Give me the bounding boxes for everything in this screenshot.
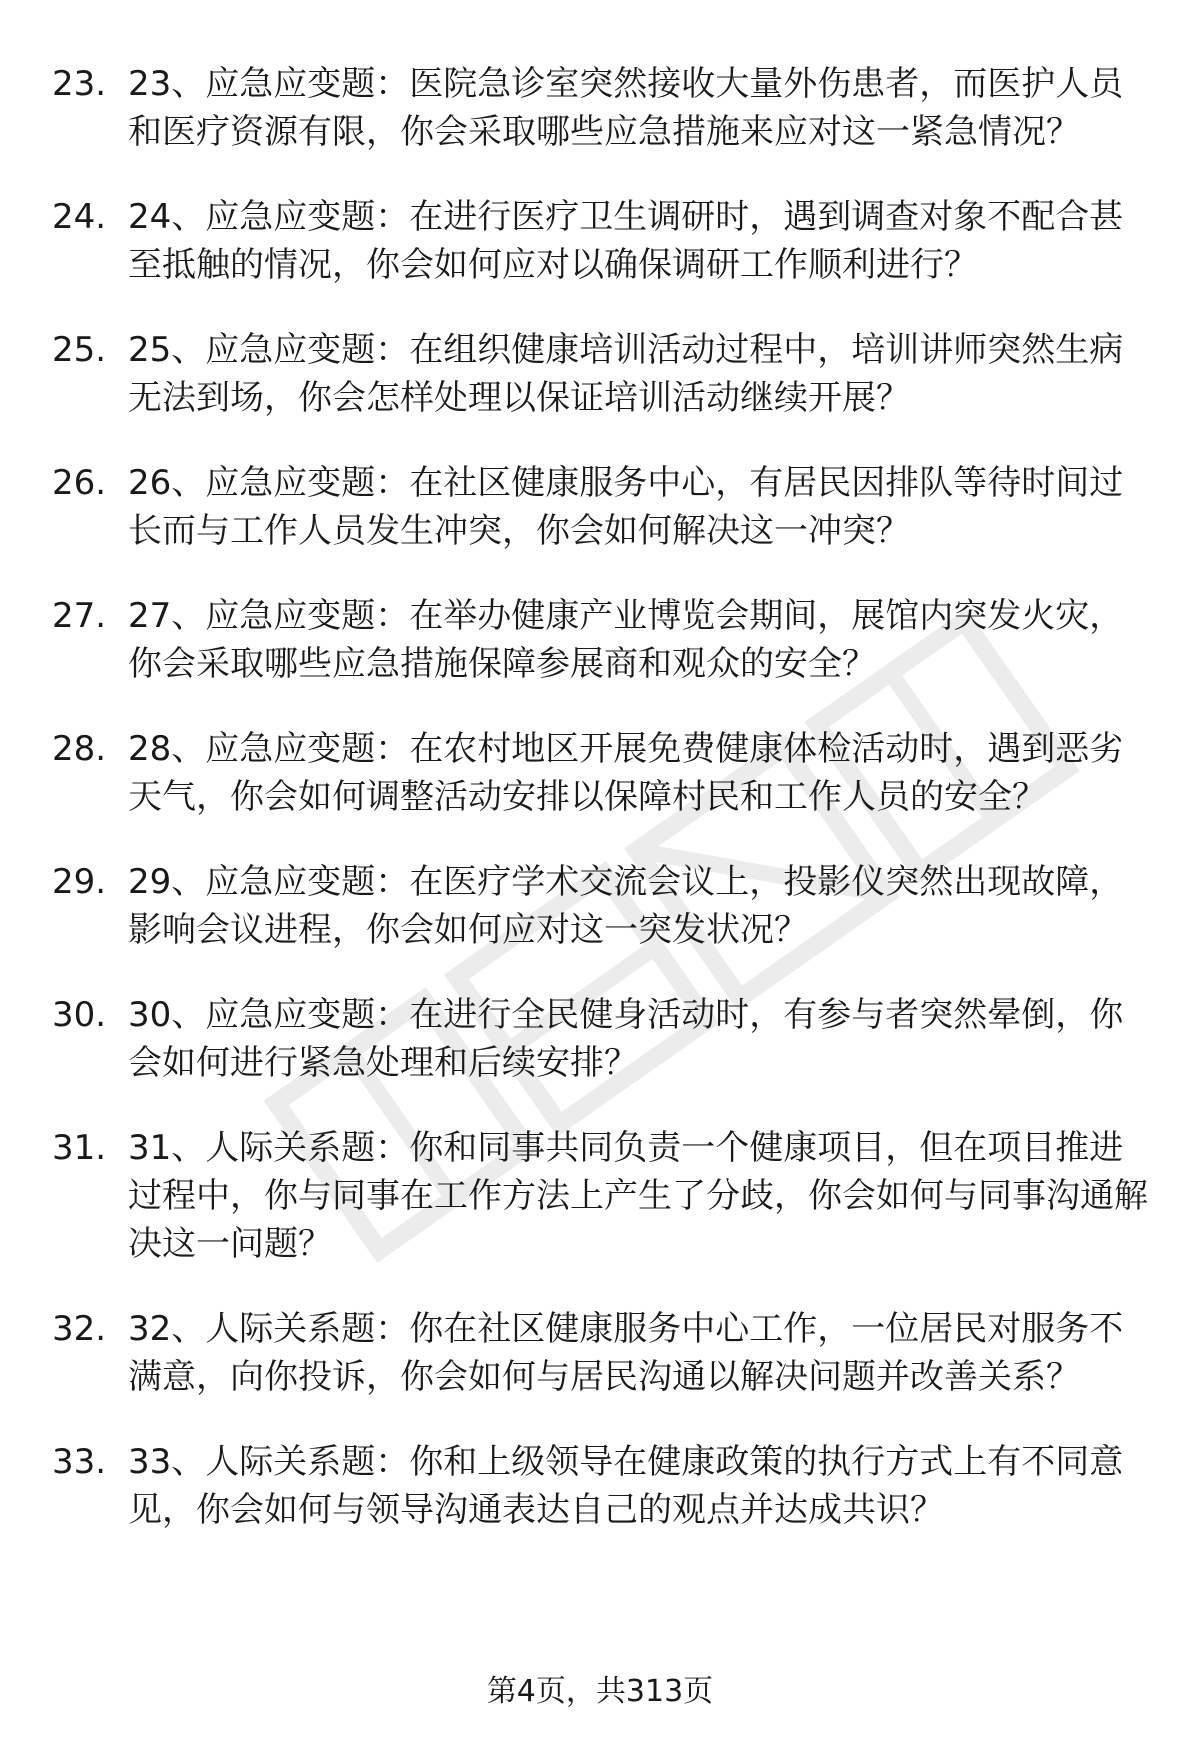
list-item	[0, 1305, 1200, 1401]
list-item	[0, 193, 1200, 289]
item-text: 33、人际关系题：你和上级领导在健康政策的执行方式上有不同意见，你会如何与领导沟通表达自己的观点并达成共识？	[128, 1442, 1124, 1530]
list-item	[0, 725, 1200, 821]
page-footer	[0, 1672, 1200, 1712]
page-number-label: 第4页，共313页	[486, 1674, 714, 1709]
list-item	[0, 858, 1200, 954]
item-number: 27.	[52, 596, 107, 636]
item-text: 29、应急应变题：在医疗学术交流会议上，投影仪突然出现故障，影响会议进程，你会如何应对这一突发状况？	[128, 862, 1124, 950]
item-text: 32、人际关系题：你在社区健康服务中心工作，一位居民对服务不满意，向你投诉，你会如何与居民沟通以解决问题并改善关系？	[128, 1309, 1124, 1397]
item-text: 30、应急应变题：在进行全民健身活动时，有参与者突然晕倒，你会如何进行紧急处理和后续安排？	[128, 995, 1124, 1083]
item-number: 28.	[52, 729, 107, 769]
list-item	[0, 1124, 1200, 1268]
item-number: 30.	[52, 995, 107, 1035]
item-text: 27、应急应变题：在举办健康产业博览会期间，展馆内突发火灾，你会采取哪些应急措施保障参展商和观众的安全？	[128, 596, 1124, 684]
list-item	[0, 592, 1200, 688]
item-number: 24.	[52, 197, 107, 237]
list-item	[0, 991, 1200, 1087]
item-text: 31、人际关系题：你和同事共同负责一个健康项目，但在项目推进过程中，你与同事在工作方法上产生了分歧，你会如何与同事沟通解决这一问题？	[128, 1128, 1148, 1264]
item-number: 23.	[52, 64, 107, 104]
item-number: 25.	[52, 330, 107, 370]
list-item	[0, 1438, 1200, 1534]
item-text: 25、应急应变题：在组织健康培训活动过程中，培训讲师突然生病无法到场，你会怎样处理以保证培训活动继续开展？	[128, 330, 1124, 418]
item-number: 26.	[52, 463, 107, 503]
list-item	[0, 459, 1200, 555]
item-number: 29.	[52, 862, 107, 902]
item-text: 24、应急应变题：在进行医疗卫生调研时，遇到调查对象不配合甚至抵触的情况，你会如何应对以确保调研工作顺利进行？	[128, 197, 1124, 285]
list-item	[0, 60, 1200, 156]
item-number: 31.	[52, 1128, 107, 1168]
list-item	[0, 326, 1200, 422]
item-text: 23、应急应变题：医院急诊室突然接收大量外伤患者，而医护人员和医疗资源有限，你会采取哪些应急措施来应对这一紧急情况？	[128, 64, 1124, 152]
item-text: 26、应急应变题：在社区健康服务中心，有居民因排队等待时间过长而与工作人员发生冲突，你会如何解决这一冲突？	[128, 463, 1124, 551]
item-text: 28、应急应变题：在农村地区开展免费健康体检活动时，遇到恶劣天气，你会如何调整活动安排以保障村民和工作人员的安全？	[128, 729, 1124, 817]
item-number: 33.	[52, 1442, 107, 1482]
item-number: 32.	[52, 1309, 107, 1349]
question-list	[0, 60, 1200, 1571]
